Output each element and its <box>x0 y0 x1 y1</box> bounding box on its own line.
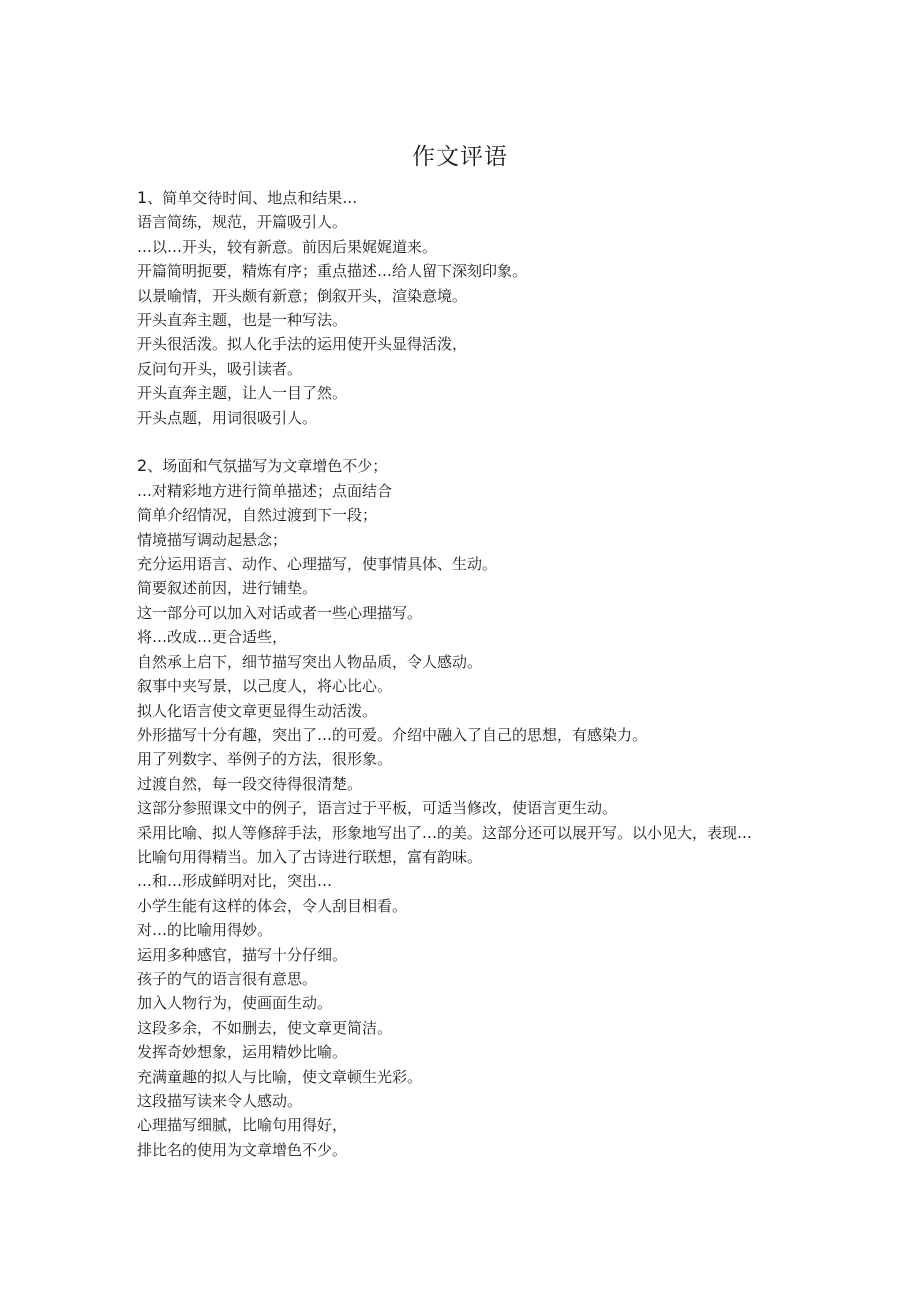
comment-line: 这一部分可以加入对话或者一些心理描写。 <box>137 603 423 622</box>
comment-line: 叙事中夹写景，以己度人，将心比心。 <box>137 677 393 696</box>
section-heading-text: 、简单交待时间、地点和结果… <box>147 189 358 207</box>
page-title: 作文评语 <box>412 144 508 170</box>
comment-line: 将…改成…更合适些， <box>137 628 288 647</box>
document-body <box>137 186 777 1162</box>
comment-line: 充分运用语言、动作、心理描写，使事情具体、生动。 <box>137 555 498 574</box>
comment-line: 心理描写细腻，比喻句用得好， <box>137 1116 348 1135</box>
comment-line: 开头直奔主题，也是一种写法。 <box>137 311 348 330</box>
comment-line: 排比名的使用为文章增色不少。 <box>137 1140 348 1159</box>
comment-line: 过渡自然，每一段交待得很清楚。 <box>137 774 363 793</box>
comment-line: 对…的比喻用得妙。 <box>137 921 273 940</box>
section-1 <box>137 186 777 430</box>
comment-line: 自然承上启下，细节描写突出人物品质，令人感动。 <box>137 652 483 671</box>
comment-line: 开头很活泼。拟人化手法的运用使开头显得活泼， <box>137 335 468 354</box>
section-2 <box>137 454 777 1162</box>
comment-line: 运用多种感官，描写十分仔细。 <box>137 945 348 964</box>
comment-line: 以景喻情，开头颇有新意；倒叙开头，渲染意境。 <box>137 286 468 305</box>
comment-line: 简单介绍情况，自然过渡到下一段； <box>137 506 378 525</box>
comment-line: 情境描写调动起悬念； <box>137 530 288 549</box>
section-number: 1 <box>137 188 148 207</box>
comment-line: …对精彩地方进行简单描述；点面结合 <box>137 481 393 500</box>
comment-line: …以…开头，较有新意。前因后果娓娓道来。 <box>137 237 438 256</box>
comment-line: 外形描写十分有趣，突出了…的可爱。介绍中融入了自己的思想，有感染力。 <box>137 725 648 744</box>
comment-line: 采用比喻、拟人等修辞手法，形象地写出了…的美。这部分还可以展开写。以小见大，表现… <box>137 823 753 842</box>
comment-line: 开头点题，用词很吸引人。 <box>137 408 318 427</box>
section-number: 2 <box>137 456 148 476</box>
comment-line: 充满童趣的拟人与比喻，使文章顿生光彩。 <box>137 1067 423 1086</box>
comment-line: 开篇简明扼要，精炼有序；重点描述…给人留下深刻印象。 <box>137 262 528 281</box>
comment-line: 发挥奇妙想象，运用精妙比喻。 <box>137 1043 348 1062</box>
comment-line: 这段多余，不如删去，使文章更简洁。 <box>137 1018 393 1037</box>
comment-line: 用了列数字、举例子的方法，很形象。 <box>137 750 393 769</box>
comment-line: 这部分参照课文中的例子，语言过于平板，可适当修改，使语言更生动。 <box>137 799 618 818</box>
comment-line: 反问句开头，吸引读者。 <box>137 359 303 378</box>
comment-line: 孩子的气的语言很有意思。 <box>137 969 318 988</box>
comment-line: 小学生能有这样的体会，令人刮目相看。 <box>137 896 408 915</box>
section-heading <box>137 454 777 478</box>
comment-line: 比喻句用得精当。加入了古诗进行联想，富有韵味。 <box>137 847 483 866</box>
comment-line: 加入人物行为，使画面生动。 <box>137 994 333 1013</box>
comment-line: 开头直奔主题，让人一目了然。 <box>137 384 348 403</box>
section-heading-text: 、场面和气氛描写为文章增色不少； <box>147 457 388 476</box>
comment-line: 拟人化语言使文章更显得生动活泼。 <box>137 701 378 720</box>
comment-line: 语言简练，规范，开篇吸引人。 <box>137 213 348 232</box>
section-heading <box>137 186 777 210</box>
comment-line: 简要叙述前因，进行铺垫。 <box>137 579 318 598</box>
section-spacer <box>137 430 777 454</box>
comment-line: 这段描写读来令人感动。 <box>137 1092 303 1111</box>
comment-line: …和…形成鲜明对比，突出… <box>137 872 333 891</box>
